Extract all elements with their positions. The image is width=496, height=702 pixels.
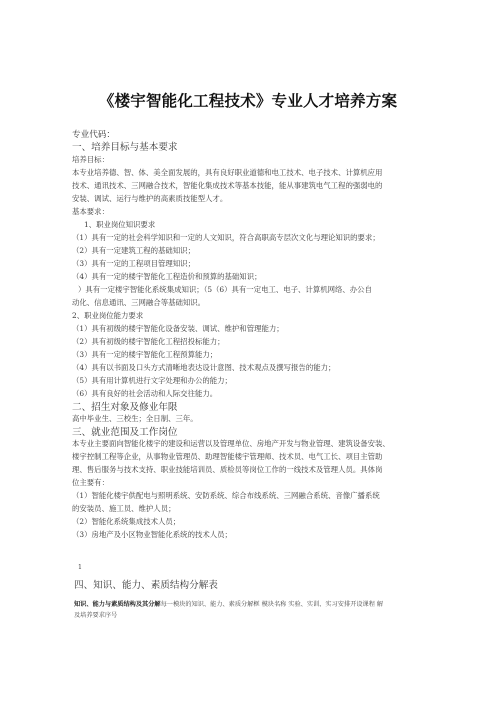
admission-text: 高中毕业生、三校生；全日制、三年。: [72, 414, 198, 423]
knowledge-item: （1）具有一定的社会科学知识和一定的人文知识，符合高职高专层次文化与理论知识的要求；: [72, 233, 380, 242]
knowledge-item: 动化、信息通讯、三网融合等基础知识。: [72, 298, 206, 307]
knowledge-heading: 1、职业岗位知识要求: [84, 220, 156, 229]
job-item: （1）智能化楼宇供配电与照明系统、安防系统、综合布线系统、三网融合系统、音像广播系统: [72, 491, 380, 500]
ability-item: （2）具有初级的楼宇智能化工程招投标能力；: [72, 337, 225, 346]
jobs-line: 理、售后服务与技术支持、职业技能培训员、质检员等岗位工作的一线技术及管理人员。具体岗: [72, 465, 383, 474]
knowledge-item: （3）具有一定的工程项目管理知识；: [72, 259, 195, 268]
section2-heading: 二、招生对象及修业年限: [72, 402, 178, 413]
goal-line: 本专业培养德、智、体、美全面发展的，具有良好职业道德和电工技术、电子技术、计算机应用: [72, 168, 383, 177]
jobs-line: 本专业主要面向智能化楼宇的建设和运营以及管理单位、房地产开发与物业管理、建筑设备安装、: [72, 439, 390, 448]
page-mark: 1: [78, 564, 82, 571]
knowledge-item: ）具有一定楼宇智能化系统集成知识；（5（6）具有一定电工、电子、计算机网络、办公自: [78, 285, 372, 294]
goal-line: 安装、调试、运行与维护的高素质技能型人才。: [72, 194, 228, 203]
ability-item: （4）具有以书面及口头方式清晰地表达设计意图、技术观点及撰写报告的能力；: [72, 363, 336, 372]
knowledge-item: （2）具有一定建筑工程的基础知识；: [72, 246, 195, 255]
major-code-label: 专业代码：: [72, 130, 115, 140]
jobs-line: 位主要有：: [72, 478, 109, 487]
knowledge-item: （4）具有一定的楼宇智能化工程造价和预算的基础知识；: [72, 272, 262, 281]
page-title: 《楼宇智能化工程技术》专业人才培养方案: [98, 92, 398, 110]
job-item: 的安装员、施工员、维护人员；: [72, 504, 176, 513]
table-caption-line2: 及培养要求序号: [74, 612, 118, 619]
ability-item: （1）具有初级的楼宇智能化设备安装、调试、维护和管理能力；: [72, 324, 284, 333]
table-caption: [74, 599, 383, 608]
table-caption-bold: 知识、能力与素质结构及其分解: [74, 601, 161, 608]
jobs-line: 楼宇控制工程等企业，从事物业管理员、助理智能楼宇管理师、技术员、电气工长、项目主管助: [72, 452, 383, 461]
ability-item: （5）具有用计算机进行文字处理和办公的能力；: [72, 376, 232, 385]
section4-heading: 四、知识、能力、素质结构分解表: [74, 580, 218, 591]
goal-label: 培养目标：: [72, 155, 109, 164]
table-caption-rest: 每一模块的知识、能力、素质分解框 模块名称 实验、实训、实习安排开设课程 解: [160, 601, 384, 608]
job-item: （2）智能化系统集成技术人员；: [72, 517, 181, 526]
section3-heading: 三、就业范围及工作岗位: [72, 427, 178, 438]
ability-item: （3）具有一定的楼宇智能化工程预算能力；: [72, 350, 218, 359]
basic-req-label: 基本要求：: [72, 207, 109, 216]
ability-item: （6）具有良好的社会活动和人际交往能力。: [72, 389, 218, 398]
section1-heading: 一、培养目标与基本要求: [72, 142, 178, 153]
goal-line: 技术、通讯技术、三网融合技术，智能化集成技术等基本技能，能从事建筑电气工程的强弱电的: [72, 181, 383, 190]
ability-heading: 2、职业岗位能力要求: [72, 311, 144, 320]
job-item: （3）房地产及小区物业智能化系统的技术人员；: [72, 530, 232, 539]
